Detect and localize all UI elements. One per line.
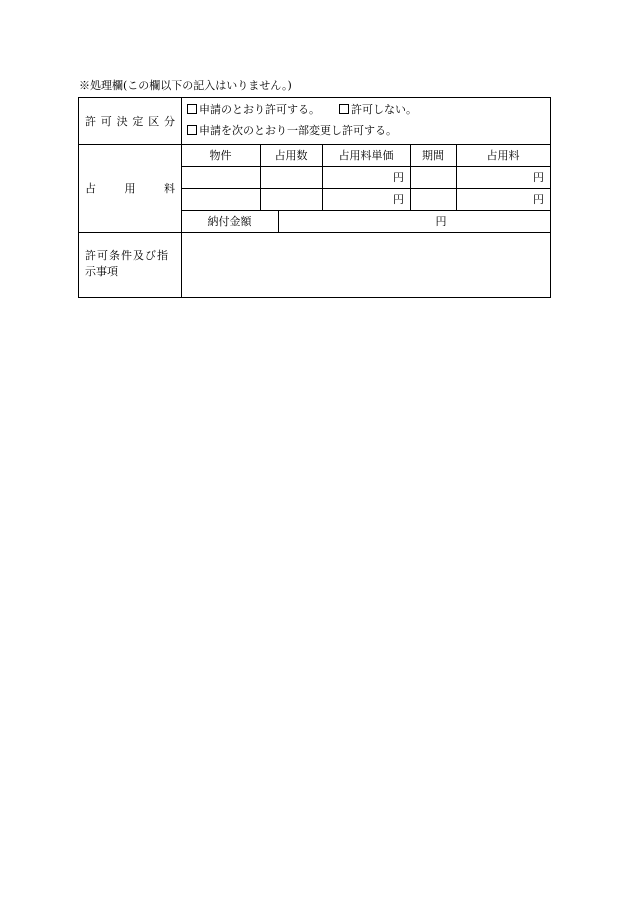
fee-label [79, 144, 181, 232]
yen-suffix: 円 [435, 215, 447, 228]
option-approve[interactable] [187, 103, 320, 117]
yen-suffix: 円 [393, 171, 404, 184]
processing-note: ※処理欄(この欄以下の記入はいりません。) [79, 79, 292, 92]
decision-label-char: 可 [100, 115, 112, 128]
checkbox-deny[interactable] [339, 104, 349, 114]
header-unit-price: 占用料単価 [338, 149, 394, 162]
conditions-content[interactable] [181, 232, 550, 297]
header-item: 物件 [209, 149, 232, 162]
option-deny-label: 許可しない。 [351, 103, 417, 116]
fee-label-char: 料 [164, 182, 175, 195]
decision-label-char: 定 [132, 115, 144, 128]
option-deny[interactable] [339, 103, 417, 117]
header-period: 期間 [422, 149, 444, 162]
row2-fee-cell[interactable] [456, 188, 550, 210]
row1-period-cell[interactable] [410, 166, 456, 188]
decision-label-char: 分 [163, 115, 175, 128]
row2-unit-price-cell[interactable] [322, 188, 410, 210]
row1-unit-price-cell[interactable] [322, 166, 410, 188]
conditions-label-line1: 許可条件及び指 [85, 249, 169, 262]
row1-quantity-cell[interactable] [260, 166, 322, 188]
option-approve-label: 申請のとおり許可する。 [199, 103, 320, 116]
row1-fee-cell[interactable] [456, 166, 550, 188]
decision-label-char: 許 [85, 115, 96, 128]
header-quantity: 占用数 [274, 149, 308, 162]
decision-label-char: 決 [116, 115, 128, 128]
total-label: 納付金額 [207, 215, 252, 228]
row2-period-cell[interactable] [410, 188, 456, 210]
processing-form [78, 97, 551, 298]
conditions-label [79, 232, 181, 297]
header-fee: 占用料 [486, 149, 520, 162]
fee-label-char: 占 [85, 182, 96, 195]
yen-suffix: 円 [533, 171, 544, 184]
total-amount-cell[interactable] [278, 210, 550, 232]
checkbox-partial[interactable] [187, 125, 197, 135]
conditions-label-line2: 示事項 [85, 265, 118, 278]
checkbox-approve[interactable] [187, 104, 197, 114]
row1-item-cell[interactable] [181, 166, 260, 188]
row2-item-cell[interactable] [181, 188, 260, 210]
fee-label-char: 用 [124, 182, 136, 195]
option-partial-label: 申請を次のとおり一部変更し許可する。 [199, 124, 397, 137]
decision-label-char: 区 [148, 115, 160, 128]
option-partial[interactable] [187, 124, 397, 138]
yen-suffix: 円 [533, 193, 544, 206]
yen-suffix: 円 [393, 193, 404, 206]
decision-label [79, 98, 181, 144]
row2-quantity-cell[interactable] [260, 188, 322, 210]
